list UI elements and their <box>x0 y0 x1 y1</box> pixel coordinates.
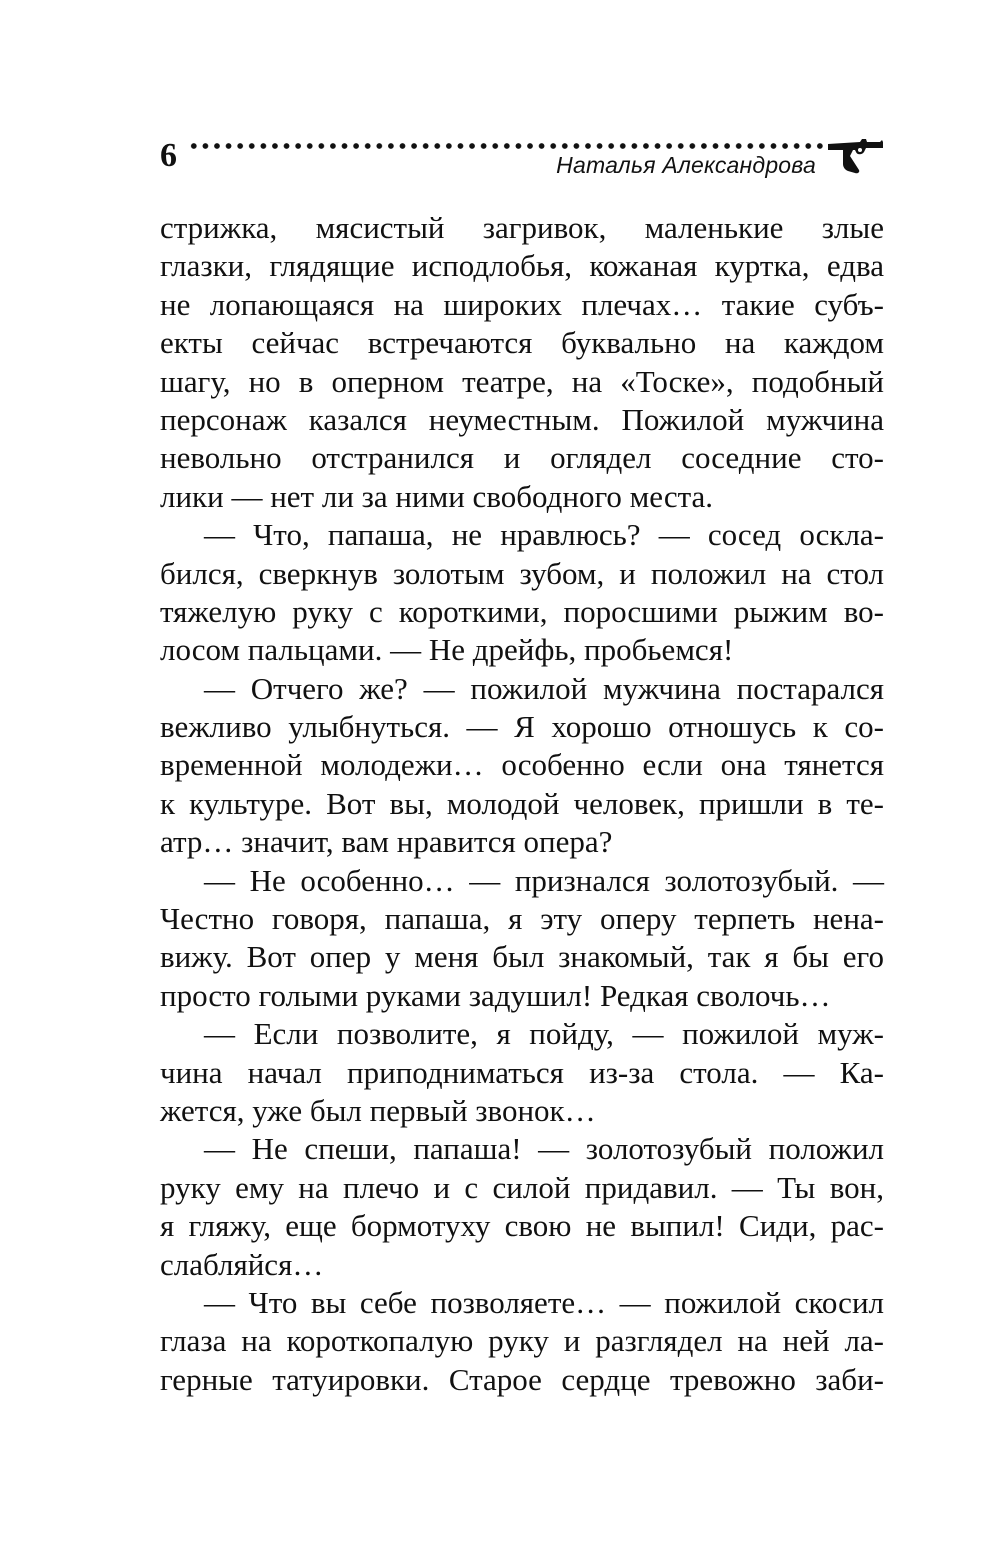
text-line: атр… значит, вам нравится опера? <box>160 824 613 860</box>
text-line: лики — нет ли за ними свободного места. <box>160 478 714 514</box>
page-number: 6 <box>160 137 177 174</box>
text-line: тяжелую руку с короткими, поросшими рыжим во- <box>160 593 884 629</box>
text-line: — Отчего же? — пожилой мужчина постарался <box>204 670 884 706</box>
text-line: екты сейчас встречаются буквально на каждом <box>160 325 884 361</box>
text-line: — Не особенно… — признался золотозубый. — <box>204 862 884 898</box>
page-header <box>160 128 884 188</box>
text-line: лосом пальцами. — Не дрейфь, пробьемся! <box>160 632 734 668</box>
text-line: слабляйся… <box>160 1246 324 1282</box>
text-line: Честно говоря, папаша, я эту оперу терпеть нена- <box>160 901 884 937</box>
text-line: я гляжу, еще бормотуху свою не выпил! Сиди, рас- <box>160 1208 884 1244</box>
text-line: — Не спеши, папаша! — золотозубый положил <box>204 1131 884 1167</box>
text-line: стрижка, мясистый загривок, маленькие злые <box>160 210 884 245</box>
dotted-rule <box>188 142 828 150</box>
text-line: жется, уже был первый звонок… <box>160 1092 596 1128</box>
text-line: — Что, папаша, не нравлюсь? — сосед оскла- <box>204 517 884 553</box>
text-line: невольно отстранился и оглядел соседние сто- <box>160 440 884 476</box>
running-head-author: Наталья Александрова <box>556 152 816 178</box>
text-line: чина начал приподниматься из-за стола. — Ка- <box>160 1054 884 1090</box>
text-line: вижу. Вот опер у меня был знакомый, так я бы его <box>160 939 884 975</box>
text-line: просто голыми руками задушил! Редкая сволочь… <box>160 977 831 1013</box>
text-line: руку ему на плечо и с силой придавил. — Ты вон, <box>160 1169 884 1205</box>
text-line: к культуре. Вот вы, молодой человек, пришли в те- <box>160 785 884 821</box>
text-line: персонаж казался неуместным. Пожилой мужчина <box>160 401 884 437</box>
text-line: глаза на короткопалую руку и разглядел на ней ла- <box>160 1323 884 1359</box>
text-line: шагу, но в оперном театре, на «Тоске», подобный <box>160 363 884 399</box>
text-line: не лопающаяся на широких плечах… такие субъ- <box>160 286 884 322</box>
text-line: бился, сверкнув золотым зубом, и положил на стол <box>160 555 884 591</box>
revolver-icon <box>826 134 884 174</box>
body-text <box>160 209 884 1399</box>
text-line: — Если позволите, я пойду, — пожилой муж- <box>204 1016 884 1052</box>
text-line: глазки, глядящие исподлобья, кожаная куртка, едва <box>160 248 884 284</box>
text-line: временной молодежи… особенно если она тянется <box>160 747 884 783</box>
text-line: герные татуировки. Старое сердце тревожно заби- <box>160 1361 884 1397</box>
text-line: — Что вы себе позволяете… — пожилой скосил <box>204 1284 884 1320</box>
text-line: вежливо улыбнуться. — Я хорошо отношусь к со- <box>160 709 884 745</box>
